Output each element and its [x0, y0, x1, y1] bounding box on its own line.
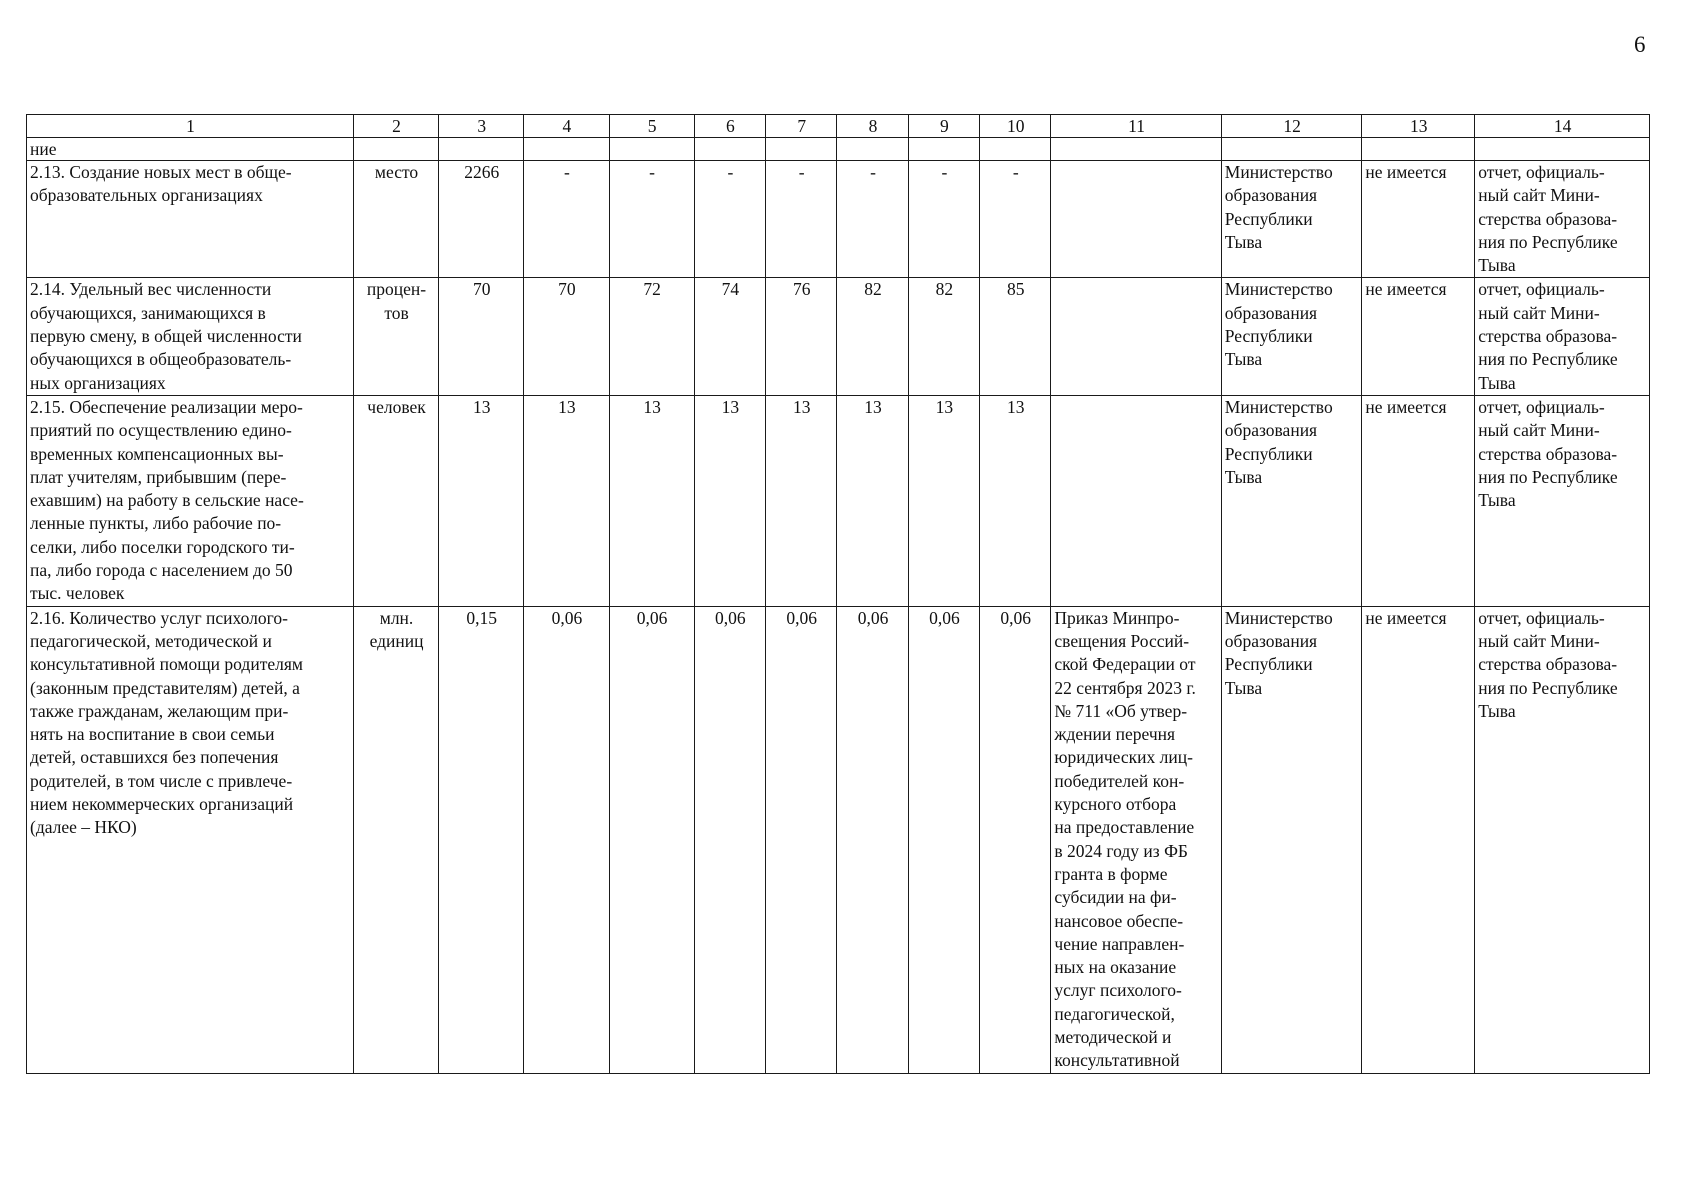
- cell-line: образования: [1224, 630, 1318, 651]
- cell-line: млн.: [379, 607, 414, 628]
- cell-line: ный сайт Мини-: [1478, 185, 1600, 206]
- value-cell: 2266: [439, 161, 524, 278]
- value-cell: 82: [908, 278, 979, 395]
- cell-line: 2.13. Создание новых мест в обще-: [30, 162, 292, 182]
- cell-line: ехавшим) на работу в сельские насе-: [30, 490, 304, 511]
- cell-line: образования: [1224, 302, 1318, 323]
- column-number: 13: [1362, 115, 1475, 138]
- cell-line: обучающихся в общеобразователь-: [30, 349, 292, 370]
- cell-line: ный сайт Мини-: [1478, 420, 1600, 441]
- cell-line: образования: [1224, 420, 1318, 441]
- cell-line: Республики: [1224, 654, 1313, 675]
- cell-line: Тыва: [1224, 231, 1263, 252]
- document-cell: [1051, 278, 1221, 395]
- cell-line: селки, либо поселки городского ти-: [30, 536, 295, 557]
- link-cell: [1362, 278, 1475, 395]
- source-cell: [1475, 278, 1650, 395]
- cell-line: юридических лиц-: [1054, 747, 1193, 768]
- value-cell: 82: [837, 278, 908, 395]
- cell-line: также гражданам, желающим при-: [30, 700, 289, 721]
- cell-line: ждении перечня: [1054, 724, 1176, 745]
- responsible-cell: [1221, 395, 1362, 606]
- source-cell: [1475, 161, 1650, 278]
- cell-line: отчет, официаль-: [1478, 279, 1605, 300]
- cell-line: Тыва: [1478, 372, 1516, 393]
- cell-line: консультативной помощи родителям: [30, 654, 303, 675]
- value-cell: 13: [694, 395, 765, 606]
- cell-line: Республики: [1224, 443, 1313, 464]
- cell-line: Тыва: [1224, 677, 1263, 698]
- cell-line: нием некоммерческих организаций: [30, 794, 294, 815]
- column-number: 1: [27, 115, 354, 138]
- document-cell: [1051, 606, 1221, 1073]
- value-cell: -: [766, 161, 837, 278]
- cell-line: место: [374, 162, 419, 182]
- value-cell: 0,06: [694, 606, 765, 1073]
- value-cell: 0,06: [908, 606, 979, 1073]
- cell-line: не имеется: [1365, 607, 1447, 628]
- cell-line: родителей, в том числе с привлече-: [30, 770, 293, 791]
- cell-line: образовательных организациях: [30, 185, 263, 206]
- table-row: [27, 161, 1650, 278]
- cell-line: Тыва: [1478, 255, 1516, 276]
- cell-line: плат учителям, прибывшим (пере-: [30, 466, 287, 487]
- cell-line: па, либо города с населением до 50: [30, 560, 293, 581]
- cell-line: 2.15. Обеспечение реализации меро-: [30, 396, 303, 417]
- cell-line: ния по Республике: [1478, 349, 1618, 370]
- cell-line: Приказ Минпро-: [1054, 607, 1180, 628]
- cell-line: детей, оставшихся без попечения: [30, 747, 279, 768]
- cell-line: стерства образова-: [1478, 654, 1618, 675]
- cell-line: не имеется: [1365, 396, 1447, 417]
- table-row: [27, 395, 1650, 606]
- cell-line: Тыва: [1478, 490, 1516, 511]
- value-cell: 0,15: [439, 606, 524, 1073]
- cell-line: отчет, официаль-: [1478, 607, 1605, 628]
- cell-line: Тыва: [1224, 349, 1263, 370]
- cell-line: ный сайт Мини-: [1478, 630, 1600, 651]
- unit-cell: [353, 395, 438, 606]
- cell-line: Министерство: [1224, 279, 1333, 300]
- column-number: 8: [837, 115, 908, 138]
- column-number: 12: [1221, 115, 1362, 138]
- cell-line: ния по Республике: [1478, 677, 1618, 698]
- indicator-name-cell: [27, 161, 354, 278]
- cell-line: ской Федерации от: [1054, 654, 1196, 675]
- cell-line: ленные пункты, либо рабочие по-: [30, 513, 282, 534]
- cell-line: первую смену, в общей численности: [30, 326, 302, 347]
- value-cell: 76: [766, 278, 837, 395]
- value-cell: 70: [439, 278, 524, 395]
- link-cell: [1362, 606, 1475, 1073]
- indicator-name-cell: [27, 278, 354, 395]
- cell-line: единиц: [369, 630, 424, 651]
- cell-line: временных компенсационных вы-: [30, 443, 284, 464]
- cell-line: отчет, официаль-: [1478, 396, 1605, 417]
- link-cell: [1362, 161, 1475, 278]
- cell-line: ния по Республике: [1478, 231, 1618, 252]
- cell-line: на предоставление: [1054, 817, 1195, 838]
- indicators-table: [26, 114, 1650, 1074]
- column-number: 11: [1051, 115, 1221, 138]
- responsible-cell: [1221, 606, 1362, 1073]
- cell-line: педагогической,: [1054, 1003, 1175, 1024]
- link-cell: [1362, 395, 1475, 606]
- value-cell: 72: [609, 278, 694, 395]
- cell-line: 2.16. Количество услуг психолого-: [30, 607, 288, 628]
- value-cell: 70: [524, 278, 609, 395]
- column-number: 10: [980, 115, 1051, 138]
- cell-line: не имеется: [1365, 162, 1447, 182]
- cell-line: ния по Республике: [1478, 466, 1618, 487]
- cell-line: приятий по осуществлению едино-: [30, 420, 292, 441]
- cell-line: обучающихся, занимающихся в: [30, 302, 266, 323]
- value-cell: 13: [524, 395, 609, 606]
- cell-line: 2.14. Удельный вес численности: [30, 279, 272, 300]
- value-cell: 13: [837, 395, 908, 606]
- responsible-cell: [1221, 278, 1362, 395]
- cell-line: стерства образова-: [1478, 208, 1618, 229]
- value-cell: 0,06: [980, 606, 1051, 1073]
- source-cell: [1475, 395, 1650, 606]
- unit-cell: [353, 278, 438, 395]
- column-number: 3: [439, 115, 524, 138]
- cell-line: стерства образова-: [1478, 326, 1618, 347]
- cell-line: услуг психолого-: [1054, 980, 1182, 1001]
- value-cell: 13: [908, 395, 979, 606]
- value-cell: 13: [766, 395, 837, 606]
- value-cell: 13: [439, 395, 524, 606]
- cell-line: не имеется: [1365, 279, 1447, 300]
- value-cell: 0,06: [609, 606, 694, 1073]
- source-cell: [1475, 606, 1650, 1073]
- column-number: 5: [609, 115, 694, 138]
- value-cell: -: [908, 161, 979, 278]
- table-row: [27, 278, 1650, 395]
- cell-line: свещения Россий-: [1054, 630, 1190, 651]
- cell-line: курсного отбора: [1054, 794, 1177, 815]
- value-cell: -: [609, 161, 694, 278]
- cell-line: в 2024 году из ФБ: [1054, 840, 1188, 861]
- cell-line: тов: [384, 302, 409, 323]
- cell-line: нансовое обеспе-: [1054, 910, 1184, 931]
- cell-line: Министерство: [1224, 162, 1333, 182]
- column-number: 9: [908, 115, 979, 138]
- column-number: 2: [353, 115, 438, 138]
- unit-cell: [353, 606, 438, 1073]
- cell-line: стерства образова-: [1478, 443, 1618, 464]
- cell-line: гранта в форме: [1054, 863, 1168, 884]
- unit-cell: [353, 161, 438, 278]
- value-cell: 13: [980, 395, 1051, 606]
- value-cell: 74: [694, 278, 765, 395]
- cell-line: процен-: [366, 279, 427, 300]
- responsible-cell: [1221, 161, 1362, 278]
- value-cell: -: [980, 161, 1051, 278]
- cell-line: (законным представителям) детей, а: [30, 677, 300, 698]
- cell-line: методической и: [1054, 1026, 1172, 1047]
- cell-line: победителей кон-: [1054, 770, 1185, 791]
- cell-line: нять на воспитание в свои семьи: [30, 724, 275, 745]
- cell-line: Министерство: [1224, 607, 1333, 628]
- cell-line: ных на оказание: [1054, 957, 1177, 978]
- cell-line: 22 сентября 2023 г.: [1054, 677, 1196, 698]
- page-number: 6: [1634, 32, 1646, 57]
- column-numbers-row: [27, 115, 1650, 138]
- value-cell: -: [524, 161, 609, 278]
- cell-line: Республики: [1224, 326, 1313, 347]
- column-number: 7: [766, 115, 837, 138]
- continuation-text: ние: [27, 138, 354, 161]
- cell-line: отчет, официаль-: [1478, 162, 1605, 182]
- indicator-name-cell: [27, 395, 354, 606]
- document-cell: [1051, 395, 1221, 606]
- cell-line: (далее – НКО): [30, 817, 137, 838]
- cell-line: человек: [367, 396, 426, 417]
- value-cell: 85: [980, 278, 1051, 395]
- column-number: 4: [524, 115, 609, 138]
- column-number: 6: [694, 115, 765, 138]
- cell-line: № 711 «Об утвер-: [1054, 700, 1188, 721]
- continuation-row: [27, 138, 1650, 161]
- value-cell: 0,06: [766, 606, 837, 1073]
- cell-line: чение направлен-: [1054, 933, 1185, 954]
- cell-line: тыс. человек: [30, 583, 125, 604]
- cell-line: педагогической, методической и: [30, 630, 272, 651]
- value-cell: -: [694, 161, 765, 278]
- cell-line: образования: [1224, 185, 1318, 206]
- column-number: 14: [1475, 115, 1650, 138]
- value-cell: 0,06: [524, 606, 609, 1073]
- cell-line: Тыва: [1478, 700, 1516, 721]
- value-cell: -: [837, 161, 908, 278]
- value-cell: 13: [609, 395, 694, 606]
- document-cell: [1051, 161, 1221, 278]
- cell-line: консультативной: [1054, 1050, 1180, 1071]
- cell-line: Тыва: [1224, 466, 1263, 487]
- value-cell: 0,06: [837, 606, 908, 1073]
- indicator-name-cell: [27, 606, 354, 1073]
- cell-line: ных организациях: [30, 372, 166, 393]
- cell-line: субсидии на фи-: [1054, 887, 1177, 908]
- table-row: [27, 606, 1650, 1073]
- cell-line: Министерство: [1224, 396, 1333, 417]
- cell-line: Республики: [1224, 208, 1313, 229]
- cell-line: ный сайт Мини-: [1478, 302, 1600, 323]
